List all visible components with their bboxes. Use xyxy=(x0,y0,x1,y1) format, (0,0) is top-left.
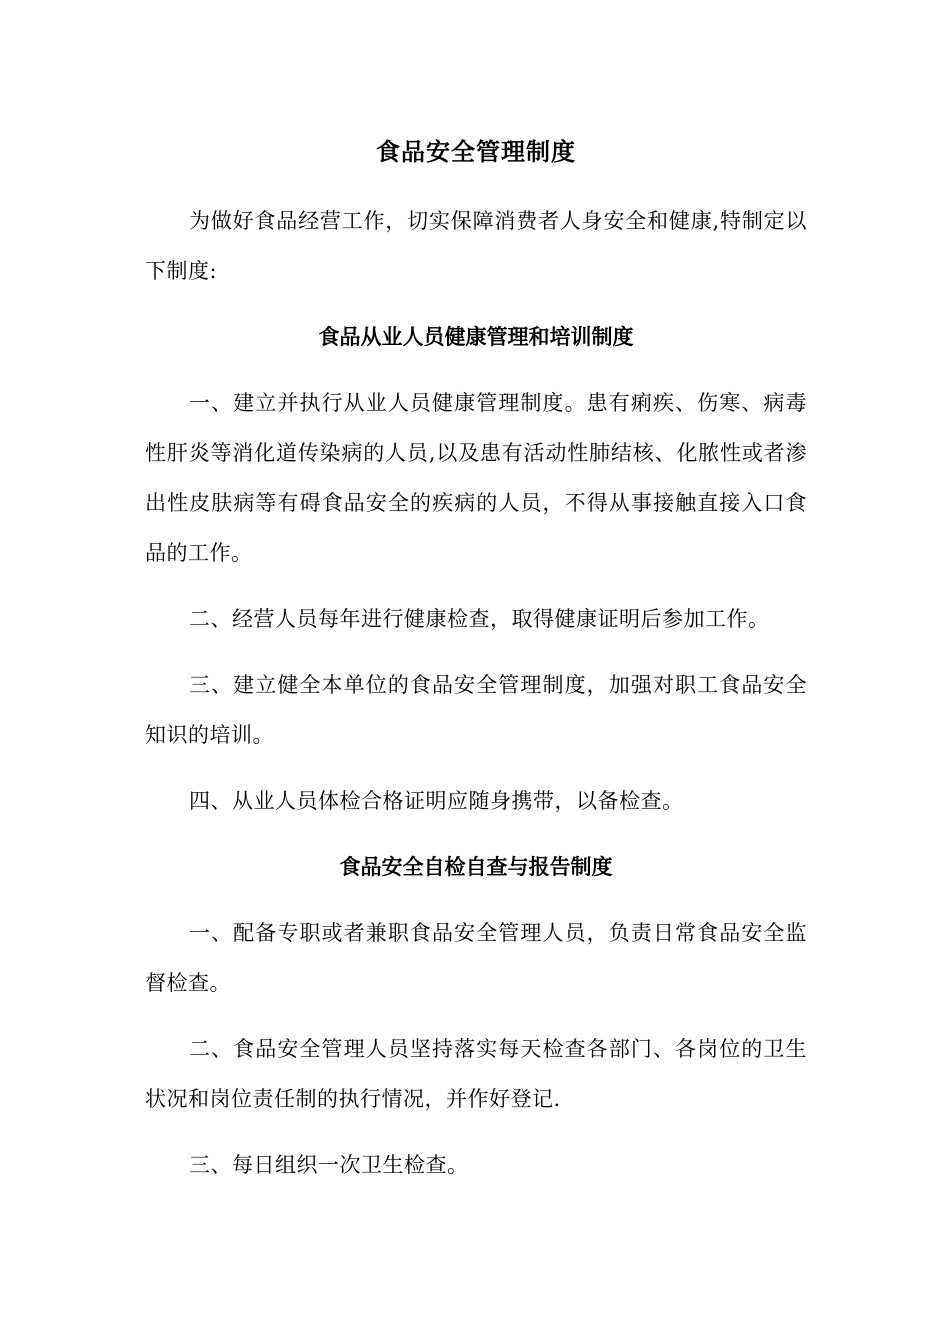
intro-paragraph: 为做好食品经营工作，切实保障消费者人身安全和健康,特制定以下制度: xyxy=(145,209,807,283)
health-item-1: 一、建立并执行从业人员健康管理制度。患有痢疾、伤寒、病毒性肝炎等消化道传染病的人员,以及患有活动性肺结核、化脓性或者渗出性皮肤病等有碍食品安全的疾病的人员，不得从事接触直接入口食品的工作。 xyxy=(145,391,807,565)
inspection-item-1: 一、配备专职或者兼职食品安全管理人员，负责日常食品安全监督检查。 xyxy=(145,921,807,995)
section-heading-self-inspection: 食品安全自检自查与报告制度 xyxy=(339,854,613,879)
health-item-2: 二、经营人员每年进行健康检查，取得健康证明后参加工作。 xyxy=(189,607,770,631)
document-title: 食品安全管理制度 xyxy=(376,137,576,166)
inspection-item-2: 二、食品安全管理人员坚持落实每天检查各部门、各岗位的卫生状况和岗位责任制的执行情况，并作好登记. xyxy=(145,1037,807,1111)
inspection-item-3: 三、每日组织一次卫生检查。 xyxy=(189,1153,469,1177)
health-item-3: 三、建立健全本单位的食品安全管理制度，加强对职工食品安全知识的培训。 xyxy=(145,673,807,747)
health-item-4: 四、从业人员体检合格证明应随身携带，以备检查。 xyxy=(189,789,684,813)
section-heading-health-training: 食品从业人员健康管理和培训制度 xyxy=(318,324,634,349)
document-page xyxy=(145,128,807,1206)
